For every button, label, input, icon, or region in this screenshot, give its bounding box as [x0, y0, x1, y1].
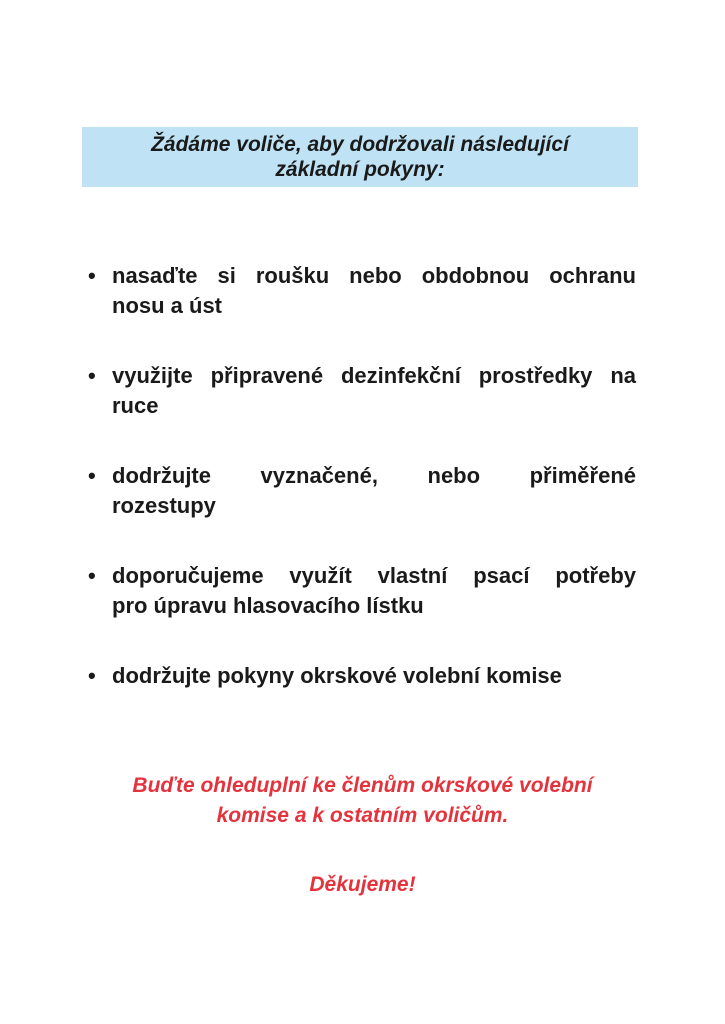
notice-line-2: komise a k ostatním voličům. — [216, 804, 509, 827]
instruction-line-1: dodržujte vyznačené, nebo přiměřené — [112, 463, 636, 488]
thanks-text: Děkujeme! — [309, 873, 416, 896]
list-item — [88, 461, 636, 521]
instruction-line-2: ruce — [112, 393, 159, 418]
courtesy-notice — [60, 771, 665, 831]
bullet-icon: • — [88, 663, 96, 688]
instruction-line-1: doporučujeme využít vlastní psací potřeby — [112, 563, 636, 588]
bullet-icon: • — [88, 363, 96, 388]
instruction-line-1: dodržujte pokyny okrskové volební komise — [112, 663, 562, 688]
bullet-icon: • — [88, 263, 96, 288]
list-item — [88, 561, 636, 621]
bullet-icon: • — [88, 463, 96, 488]
heading-line-1: Žádáme voliče, aby dodržovali následující — [151, 133, 569, 156]
instructions-list — [88, 261, 636, 731]
list-item — [88, 261, 636, 321]
heading-banner — [82, 127, 638, 187]
notice-line-1: Buďte ohleduplní ke členům okrskové volební — [132, 774, 593, 797]
instruction-line-1: nasaďte si roušku nebo obdobnou ochranu — [112, 263, 636, 288]
instruction-line-2: rozestupy — [112, 493, 216, 518]
heading-line-2: základní pokyny: — [275, 158, 445, 181]
list-item — [88, 661, 636, 691]
instruction-line-2: pro úpravu hlasovacího lístku — [112, 593, 424, 618]
list-item — [88, 361, 636, 421]
instruction-line-2: nosu a úst — [112, 293, 223, 318]
bullet-icon: • — [88, 563, 96, 588]
instruction-line-1: využijte připravené dezinfekční prostředky na — [112, 363, 636, 388]
